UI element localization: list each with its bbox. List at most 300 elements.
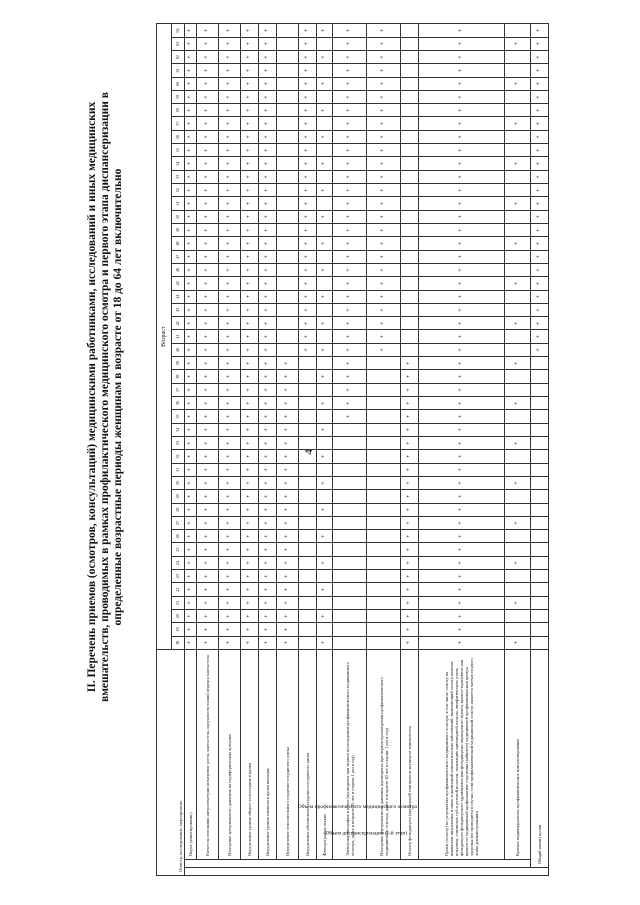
age-cell: [505, 543, 531, 556]
age-cell: [317, 357, 333, 370]
age-cell: [277, 144, 299, 157]
age-column-header: 64: [172, 24, 185, 37]
age-cell: +: [259, 503, 277, 516]
age-cell: +: [401, 423, 419, 436]
age-cell: +: [419, 463, 505, 476]
age-cell: +: [219, 370, 241, 383]
row-name: Флюорография легких: [317, 650, 333, 860]
age-cell: +: [419, 317, 505, 330]
age-cell: +: [277, 583, 299, 596]
age-cell: [367, 490, 401, 503]
age-cell: +: [185, 117, 197, 130]
age-cell: +: [531, 157, 549, 170]
age-cell: +: [185, 330, 197, 343]
age-cell: +: [317, 636, 333, 649]
age-cell: +: [259, 570, 277, 583]
age-column-header: 57: [172, 117, 185, 130]
age-cell: [367, 610, 401, 623]
age-cell: +: [185, 290, 197, 303]
age-cell: +: [367, 130, 401, 143]
age-cell: +: [219, 170, 241, 183]
age-cell: +: [367, 210, 401, 223]
age-cell: +: [219, 77, 241, 90]
age-cell: +: [317, 503, 333, 516]
age-cell: +: [259, 543, 277, 556]
age-cell: [299, 503, 317, 516]
age-cell: +: [277, 570, 299, 583]
age-column-header: 25: [172, 543, 185, 556]
age-cell: [401, 144, 419, 157]
row-name: Опрос (анкетирование): [185, 650, 197, 860]
age-cell: [401, 237, 419, 250]
age-cell: [277, 50, 299, 63]
age-cell: +: [197, 343, 219, 356]
age-cell: [367, 556, 401, 569]
age-cell: [277, 224, 299, 237]
age-cell: +: [241, 130, 259, 143]
age-cell: +: [219, 184, 241, 197]
age-cell: +: [531, 277, 549, 290]
age-cell: +: [367, 24, 401, 37]
age-cell: +: [419, 610, 505, 623]
age-cell: +: [299, 170, 317, 183]
age-cell: +: [185, 463, 197, 476]
age-cell: [333, 530, 367, 543]
age-cell: +: [401, 437, 419, 450]
age-cell: +: [241, 37, 259, 50]
age-cell: +: [419, 556, 505, 569]
age-cell: +: [197, 184, 219, 197]
age-cell: [277, 24, 299, 37]
age-column-header: 62: [172, 50, 185, 63]
age-cell: [505, 50, 531, 63]
age-cell: +: [219, 636, 241, 649]
age-cell: +: [317, 556, 333, 569]
age-cell: +: [259, 383, 277, 396]
age-cell: +: [333, 290, 367, 303]
age-cell: +: [185, 64, 197, 77]
age-cell: +: [219, 237, 241, 250]
age-cell: [505, 610, 531, 623]
age-cell: [367, 463, 401, 476]
age-cell: [401, 64, 419, 77]
age-cell: +: [419, 37, 505, 50]
age-cell: +: [367, 77, 401, 90]
age-cell: [277, 130, 299, 143]
age-cell: [333, 516, 367, 529]
age-cell: +: [419, 596, 505, 609]
age-cell: +: [241, 263, 259, 276]
age-cell: +: [219, 277, 241, 290]
age-cell: +: [333, 24, 367, 37]
age-cell: [317, 90, 333, 103]
age-cell: +: [419, 636, 505, 649]
age-cell: +: [299, 130, 317, 143]
age-cell: [333, 610, 367, 623]
age-cell: [277, 330, 299, 343]
age-cell: +: [277, 423, 299, 436]
age-column-header: 31: [172, 463, 185, 476]
age-cell: [505, 570, 531, 583]
age-cell: [317, 64, 333, 77]
age-cell: +: [531, 77, 549, 90]
age-cell: [317, 596, 333, 609]
age-cell: +: [531, 50, 549, 63]
age-cell: +: [185, 170, 197, 183]
table-row: [333, 24, 367, 876]
age-cell: +: [401, 463, 419, 476]
age-cell: +: [505, 437, 531, 450]
age-cell: +: [299, 303, 317, 316]
age-cell: +: [241, 170, 259, 183]
age-cell: [299, 383, 317, 396]
age-cell: +: [401, 476, 419, 489]
age-cell: +: [197, 130, 219, 143]
age-cell: +: [259, 423, 277, 436]
age-cell: +: [219, 157, 241, 170]
age-cell: +: [185, 144, 197, 157]
age-cell: [299, 437, 317, 450]
age-cell: +: [241, 144, 259, 157]
age-cell: [299, 556, 317, 569]
age-cell: +: [241, 423, 259, 436]
age-cell: +: [299, 157, 317, 170]
age-cell: [505, 463, 531, 476]
age-cell: +: [219, 263, 241, 276]
age-cell: [505, 330, 531, 343]
age-column-header: 54: [172, 157, 185, 170]
table-row: [299, 24, 317, 876]
age-cell: +: [241, 370, 259, 383]
age-cell: [505, 623, 531, 636]
age-cell: +: [299, 224, 317, 237]
age-cell: [531, 383, 549, 396]
age-column-header: 36: [172, 397, 185, 410]
age-cell: [277, 197, 299, 210]
age-cell: +: [419, 237, 505, 250]
age-cell: +: [197, 556, 219, 569]
age-cell: [317, 383, 333, 396]
age-cell: +: [219, 463, 241, 476]
age-cell: +: [317, 263, 333, 276]
age-cell: [401, 224, 419, 237]
age-cell: [277, 237, 299, 250]
age-cell: [367, 530, 401, 543]
age-cell: [277, 64, 299, 77]
age-cell: +: [197, 290, 219, 303]
age-column-header: 55: [172, 144, 185, 157]
age-cell: [531, 437, 549, 450]
age-cell: +: [185, 583, 197, 596]
age-cell: +: [259, 263, 277, 276]
age-cell: +: [367, 157, 401, 170]
table-row: [317, 24, 333, 876]
age-cell: [277, 317, 299, 330]
age-cell: +: [299, 263, 317, 276]
age-cell: +: [197, 210, 219, 223]
age-cell: +: [259, 556, 277, 569]
age-cell: +: [419, 383, 505, 396]
age-cell: +: [259, 277, 277, 290]
age-cell: [531, 530, 549, 543]
age-column-header: 52: [172, 184, 185, 197]
age-cell: [531, 556, 549, 569]
age-cell: [277, 157, 299, 170]
age-cell: +: [531, 237, 549, 250]
table-row: [505, 24, 531, 876]
age-cell: +: [259, 64, 277, 77]
age-cell: [333, 463, 367, 476]
age-cell: [299, 397, 317, 410]
age-cell: +: [419, 130, 505, 143]
age-cell: +: [185, 197, 197, 210]
age-cell: +: [419, 437, 505, 450]
age-cell: +: [241, 490, 259, 503]
age-cell: +: [241, 303, 259, 316]
age-column-header: 48: [172, 237, 185, 250]
age-column-header: 45: [172, 277, 185, 290]
age-cell: [277, 277, 299, 290]
age-cell: +: [241, 636, 259, 649]
age-cell: +: [259, 397, 277, 410]
row-name: Измерение артериального давления на периферических артериях: [219, 650, 241, 860]
table-row: [401, 24, 419, 876]
age-cell: [401, 303, 419, 316]
age-cell: +: [333, 263, 367, 276]
age-cell: +: [401, 410, 419, 423]
age-cell: +: [401, 397, 419, 410]
age-cell: +: [419, 117, 505, 130]
age-cell: +: [219, 144, 241, 157]
age-cell: +: [197, 317, 219, 330]
age-cell: +: [259, 463, 277, 476]
age-column-header: 47: [172, 250, 185, 263]
age-cell: [333, 623, 367, 636]
age-cell: +: [505, 197, 531, 210]
age-cell: +: [241, 530, 259, 543]
age-cell: +: [259, 237, 277, 250]
age-cell: +: [419, 516, 505, 529]
age-cell: +: [241, 357, 259, 370]
age-cell: [505, 450, 531, 463]
age-cell: +: [197, 303, 219, 316]
age-cell: [317, 543, 333, 556]
age-cell: [401, 277, 419, 290]
age-cell: +: [259, 330, 277, 343]
age-cell: [505, 490, 531, 503]
age-cell: [299, 423, 317, 436]
age-cell: [333, 450, 367, 463]
title-line-3: определенные возрастные периоды женщинам в возрасте от 18 до 64 лет включительно: [112, 168, 124, 626]
age-cell: [401, 343, 419, 356]
age-cell: [333, 583, 367, 596]
age-cell: +: [401, 623, 419, 636]
age-column-header: 38: [172, 370, 185, 383]
age-cell: +: [241, 184, 259, 197]
age-cell: +: [197, 263, 219, 276]
age-cell: +: [299, 237, 317, 250]
table-row: [367, 24, 401, 876]
age-cell: +: [197, 450, 219, 463]
age-cell: [277, 343, 299, 356]
age-cell: +: [419, 290, 505, 303]
age-cell: +: [299, 210, 317, 223]
age-column-header: 34: [172, 423, 185, 436]
age-cell: +: [277, 357, 299, 370]
age-cell: +: [197, 636, 219, 649]
row-name: Определение уровня общего холестерина в крови: [241, 650, 259, 860]
age-cell: +: [277, 503, 299, 516]
age-cell: [299, 610, 317, 623]
age-cell: [531, 516, 549, 529]
age-cell: [277, 90, 299, 103]
age-cell: +: [185, 157, 197, 170]
age-cell: +: [185, 596, 197, 609]
age-cell: +: [219, 583, 241, 596]
age-cell: +: [277, 530, 299, 543]
age-cell: [367, 450, 401, 463]
age-cell: [531, 636, 549, 649]
age-cell: +: [185, 543, 197, 556]
age-cell: +: [259, 610, 277, 623]
age-cell: +: [277, 556, 299, 569]
row-name: Осмотр фельдшером (акушеркой) или врачом акушером-гинекологом: [401, 650, 419, 860]
age-cell: [299, 450, 317, 463]
age-cell: [505, 303, 531, 316]
age-cell: +: [317, 50, 333, 63]
age-cell: +: [367, 330, 401, 343]
age-cell: [401, 157, 419, 170]
age-cell: +: [299, 197, 317, 210]
age-cell: +: [505, 556, 531, 569]
age-cell: [299, 530, 317, 543]
age-cell: +: [419, 503, 505, 516]
age-column-header: 61: [172, 64, 185, 77]
age-cell: +: [219, 397, 241, 410]
page-content: [40, 22, 600, 882]
age-cell: [531, 490, 549, 503]
age-cell: [277, 290, 299, 303]
examinations-table: [156, 24, 549, 876]
age-cell: +: [197, 64, 219, 77]
age-cell: [367, 357, 401, 370]
age-cell: +: [333, 277, 367, 290]
age-cell: +: [197, 610, 219, 623]
age-cell: +: [259, 357, 277, 370]
age-cell: +: [401, 543, 419, 556]
age-cell: +: [299, 77, 317, 90]
age-cell: +: [185, 423, 197, 436]
age-cell: +: [259, 250, 277, 263]
age-cell: +: [419, 184, 505, 197]
age-column-header: 56: [172, 130, 185, 143]
age-cell: +: [419, 64, 505, 77]
age-cell: [367, 516, 401, 529]
age-cell: +: [219, 623, 241, 636]
age-cell: +: [197, 490, 219, 503]
age-cell: +: [401, 596, 419, 609]
age-cell: [401, 77, 419, 90]
age-cell: [401, 130, 419, 143]
age-cell: +: [277, 610, 299, 623]
age-cell: +: [259, 303, 277, 316]
age-cell: +: [505, 317, 531, 330]
age-cell: +: [333, 383, 367, 396]
age-cell: +: [277, 476, 299, 489]
age-cell: +: [333, 250, 367, 263]
age-cell: +: [333, 50, 367, 63]
age-cell: +: [241, 237, 259, 250]
age-column-header: 51: [172, 197, 185, 210]
age-cell: +: [219, 250, 241, 263]
age-cell: [317, 570, 333, 583]
age-cell: +: [419, 263, 505, 276]
age-cell: +: [333, 77, 367, 90]
age-cell: +: [531, 250, 549, 263]
age-cell: [317, 197, 333, 210]
age-cell: [531, 503, 549, 516]
age-cell: +: [219, 117, 241, 130]
age-cell: +: [277, 463, 299, 476]
age-cell: +: [219, 490, 241, 503]
age-cell: +: [185, 263, 197, 276]
age-cell: [277, 37, 299, 50]
age-cell: +: [419, 450, 505, 463]
age-cell: +: [317, 423, 333, 436]
age-cell: +: [531, 303, 549, 316]
age-cell: [317, 490, 333, 503]
age-cell: [505, 90, 531, 103]
age-cell: [299, 636, 317, 649]
age-cell: [367, 543, 401, 556]
age-cell: +: [185, 397, 197, 410]
age-header: Возраст: [157, 24, 172, 650]
age-cell: +: [505, 277, 531, 290]
age-cell: +: [277, 623, 299, 636]
age-cell: +: [185, 317, 197, 330]
age-cell: +: [219, 303, 241, 316]
age-cell: [531, 583, 549, 596]
age-column-header: 49: [172, 224, 185, 237]
age-cell: +: [531, 37, 549, 50]
age-column-header: 28: [172, 503, 185, 516]
age-cell: +: [185, 450, 197, 463]
age-cell: [317, 623, 333, 636]
age-cell: +: [259, 104, 277, 117]
age-cell: +: [259, 410, 277, 423]
age-cell: +: [197, 410, 219, 423]
age-cell: +: [505, 397, 531, 410]
table-row: [419, 24, 505, 876]
age-cell: +: [259, 170, 277, 183]
age-cell: +: [317, 210, 333, 223]
age-cell: +: [219, 104, 241, 117]
age-cell: +: [401, 610, 419, 623]
age-cell: [505, 583, 531, 596]
age-cell: +: [531, 317, 549, 330]
age-cell: +: [185, 50, 197, 63]
age-cell: +: [241, 50, 259, 63]
age-cell: +: [185, 623, 197, 636]
age-cell: +: [197, 117, 219, 130]
age-cell: [401, 330, 419, 343]
age-cell: +: [419, 250, 505, 263]
age-cell: +: [401, 357, 419, 370]
age-cell: +: [333, 170, 367, 183]
age-cell: +: [185, 636, 197, 649]
age-cell: +: [505, 77, 531, 90]
age-cell: +: [197, 277, 219, 290]
